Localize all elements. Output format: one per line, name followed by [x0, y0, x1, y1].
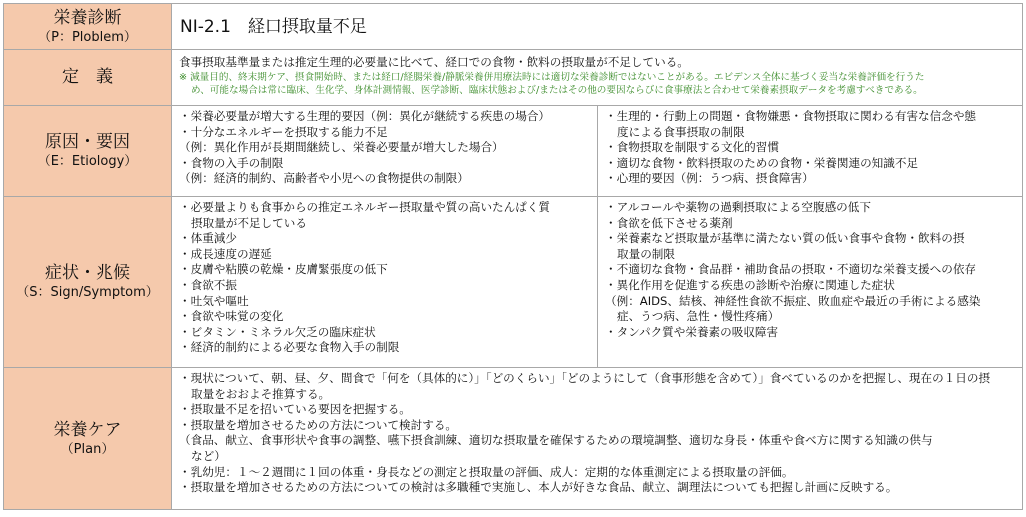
list-item: ・食物摂取を制限する文化的習慣	[605, 140, 779, 155]
list-item: ・生理的・行動上の問題・食物嫌悪・食物摂取に関わる有害な信念や態	[605, 109, 977, 123]
label-symptoms-sub: （S：Sign/Symptom）	[16, 285, 159, 300]
label-plan-sub: （Plan）	[60, 441, 115, 457]
etiology-right-column	[597, 106, 1022, 196]
list-item: （食品、献立、食事形状や食事の調整、嚥下摂食訓練、適切な摂取量を確保するための環境調整、適切な身長・体重や食べ方に関する知識の供与	[179, 433, 933, 448]
label-plan	[4, 368, 172, 510]
etiology-cell	[172, 106, 1023, 197]
list-item: ・アルコールや薬物の過剰摂取による空腹感の低下	[605, 200, 871, 214]
list-item: ・不適切な食物・食品群・補助食品の摂取・不適切な栄養支援への依存	[605, 262, 977, 277]
list-item: ・現状について、朝、昼、夕、間食で「何を（具体的に）」「どのくらい」「どのようにして（食事形態を含めて）」食べているのかを把握し、現在の１日の摂	[179, 371, 991, 385]
row-plan	[4, 368, 1023, 510]
label-plan-main: 栄養ケア	[53, 419, 122, 440]
list-item: ・吐気や嘔吐	[179, 293, 249, 308]
label-etiology	[4, 106, 172, 197]
list-item: ・摂取量不足を招いている要因を把握する。	[179, 402, 411, 417]
list-item: ・乳幼児：１～２週間に１回の体重・身長などの測定と摂取量の評価、成人：定期的な体重測定による摂取量の評価。	[179, 464, 794, 479]
list-item: 摂取量が不足している	[191, 215, 307, 230]
symptoms-left-column	[172, 197, 597, 367]
symptoms-cell	[172, 197, 1023, 368]
list-item: ・皮膚や粘膜の乾燥・皮膚緊張度の低下	[179, 262, 388, 277]
list-item: ・必要量よりも食事からの推定エネルギー摂取量や質の高いたんぱく質	[179, 200, 551, 214]
list-item: ・摂取量を増加させるための方法について検討する。	[179, 417, 458, 432]
list-item: ・食物の入手の制限	[179, 155, 284, 170]
list-item: ・食欲や味覚の変化	[179, 309, 284, 324]
label-definition	[4, 50, 172, 106]
row-etiology	[4, 106, 1023, 197]
list-item: ・食欲不振	[179, 277, 237, 292]
list-item: ・異化作用を促進する疾患の診断や治療に関連した症状	[605, 277, 895, 292]
etiology-left-column	[172, 106, 597, 196]
row-symptoms	[4, 197, 1023, 368]
list-item: 取量をおおよそ推算する。	[191, 386, 331, 401]
label-etiology-sub: （E：Etiology）	[37, 154, 138, 169]
symptoms-right-column	[597, 197, 1022, 367]
list-item: ・栄養素など摂取量が基準に満たない質の低い食事や食物・飲料の摂	[605, 231, 965, 246]
label-etiology-main: 原因・要因	[45, 132, 130, 152]
row-definition	[4, 50, 1023, 106]
nutrition-diagnosis-sheet	[3, 3, 1023, 510]
label-diagnosis	[4, 4, 172, 50]
list-item: ・摂取量を増加させるための方法についての検討は多職種で実施し、本人が好きな食品、献立、調理法についても把握し計画に反映する。	[179, 480, 898, 495]
label-definition-main: 定 義	[62, 67, 113, 87]
list-item: 度による食事摂取の制限	[617, 124, 745, 139]
label-symptoms-main: 症状・兆候	[45, 263, 130, 283]
list-item: ・経済的制約による必要な食物入手の制限	[179, 340, 400, 355]
list-item: ・十分なエネルギーを摂取する能力不足	[179, 124, 388, 139]
definition-note-line-2: め、可能な場合は常に臨床、生化学、身体計測情報、医学診断、臨床状態および/またはその他の要因ならびに食事療法と合わせて栄養素摂取データを考慮すべきである。	[191, 84, 923, 96]
list-item: ・体重減少	[179, 231, 237, 246]
list-item: ・食欲を低下させる薬剤	[605, 215, 733, 230]
definition-note-line-1: ※ 減量目的、終末期ケア、摂食開始時、または経口/経腸栄養/静脈栄養併用療法時には適切な栄養診断ではないことがある。エビデンス全体に基づく妥当な栄養評価を行うた	[179, 71, 925, 83]
diagnosis-title: NI-2.1 経口摂取量不足	[180, 16, 367, 37]
row-diagnosis	[4, 4, 1023, 50]
definition-cell	[172, 50, 1023, 106]
list-item: （例：経済的制約、高齢者や小児への食物提供の制限）	[179, 171, 469, 186]
list-item: ・心理的要因（例：うつ病、摂食障害）	[605, 171, 814, 186]
plan-cell	[172, 368, 1023, 510]
list-item: ・タンパク質や栄養素の吸収障害	[605, 324, 779, 339]
list-item: ・栄養必要量が増大する生理的要因（例：異化が継続する疾患の場合）	[179, 109, 551, 123]
diagnosis-title-cell	[172, 4, 1023, 50]
list-item: 症、うつ病、急性・慢性疼痛）	[617, 309, 780, 324]
list-item: （例：異化作用が長期間継続し、栄養必要量が増大した場合）	[179, 140, 504, 155]
definition-text: 食事摂取基準量または推定生理的必要量に比べて、経口での食物・飲料の摂取量が不足している。	[179, 55, 689, 69]
list-item: ・ビタミン・ミネラル欠乏の臨床症状	[179, 324, 376, 339]
list-item: など）	[191, 448, 226, 463]
list-item: ・成長速度の遅延	[179, 246, 272, 261]
list-item: （例：AIDS、結核、神経性食欲不振症、敗血症や最近の手術による感染	[605, 293, 981, 308]
label-symptoms	[4, 197, 172, 368]
label-diagnosis-sub: （P：Ploblem）	[38, 29, 137, 45]
list-item: 取量の制限	[617, 246, 675, 261]
label-diagnosis-main: 栄養診断	[53, 7, 122, 28]
list-item: ・適切な食物・飲料摂取のための食物・栄養関連の知識不足	[605, 155, 919, 170]
